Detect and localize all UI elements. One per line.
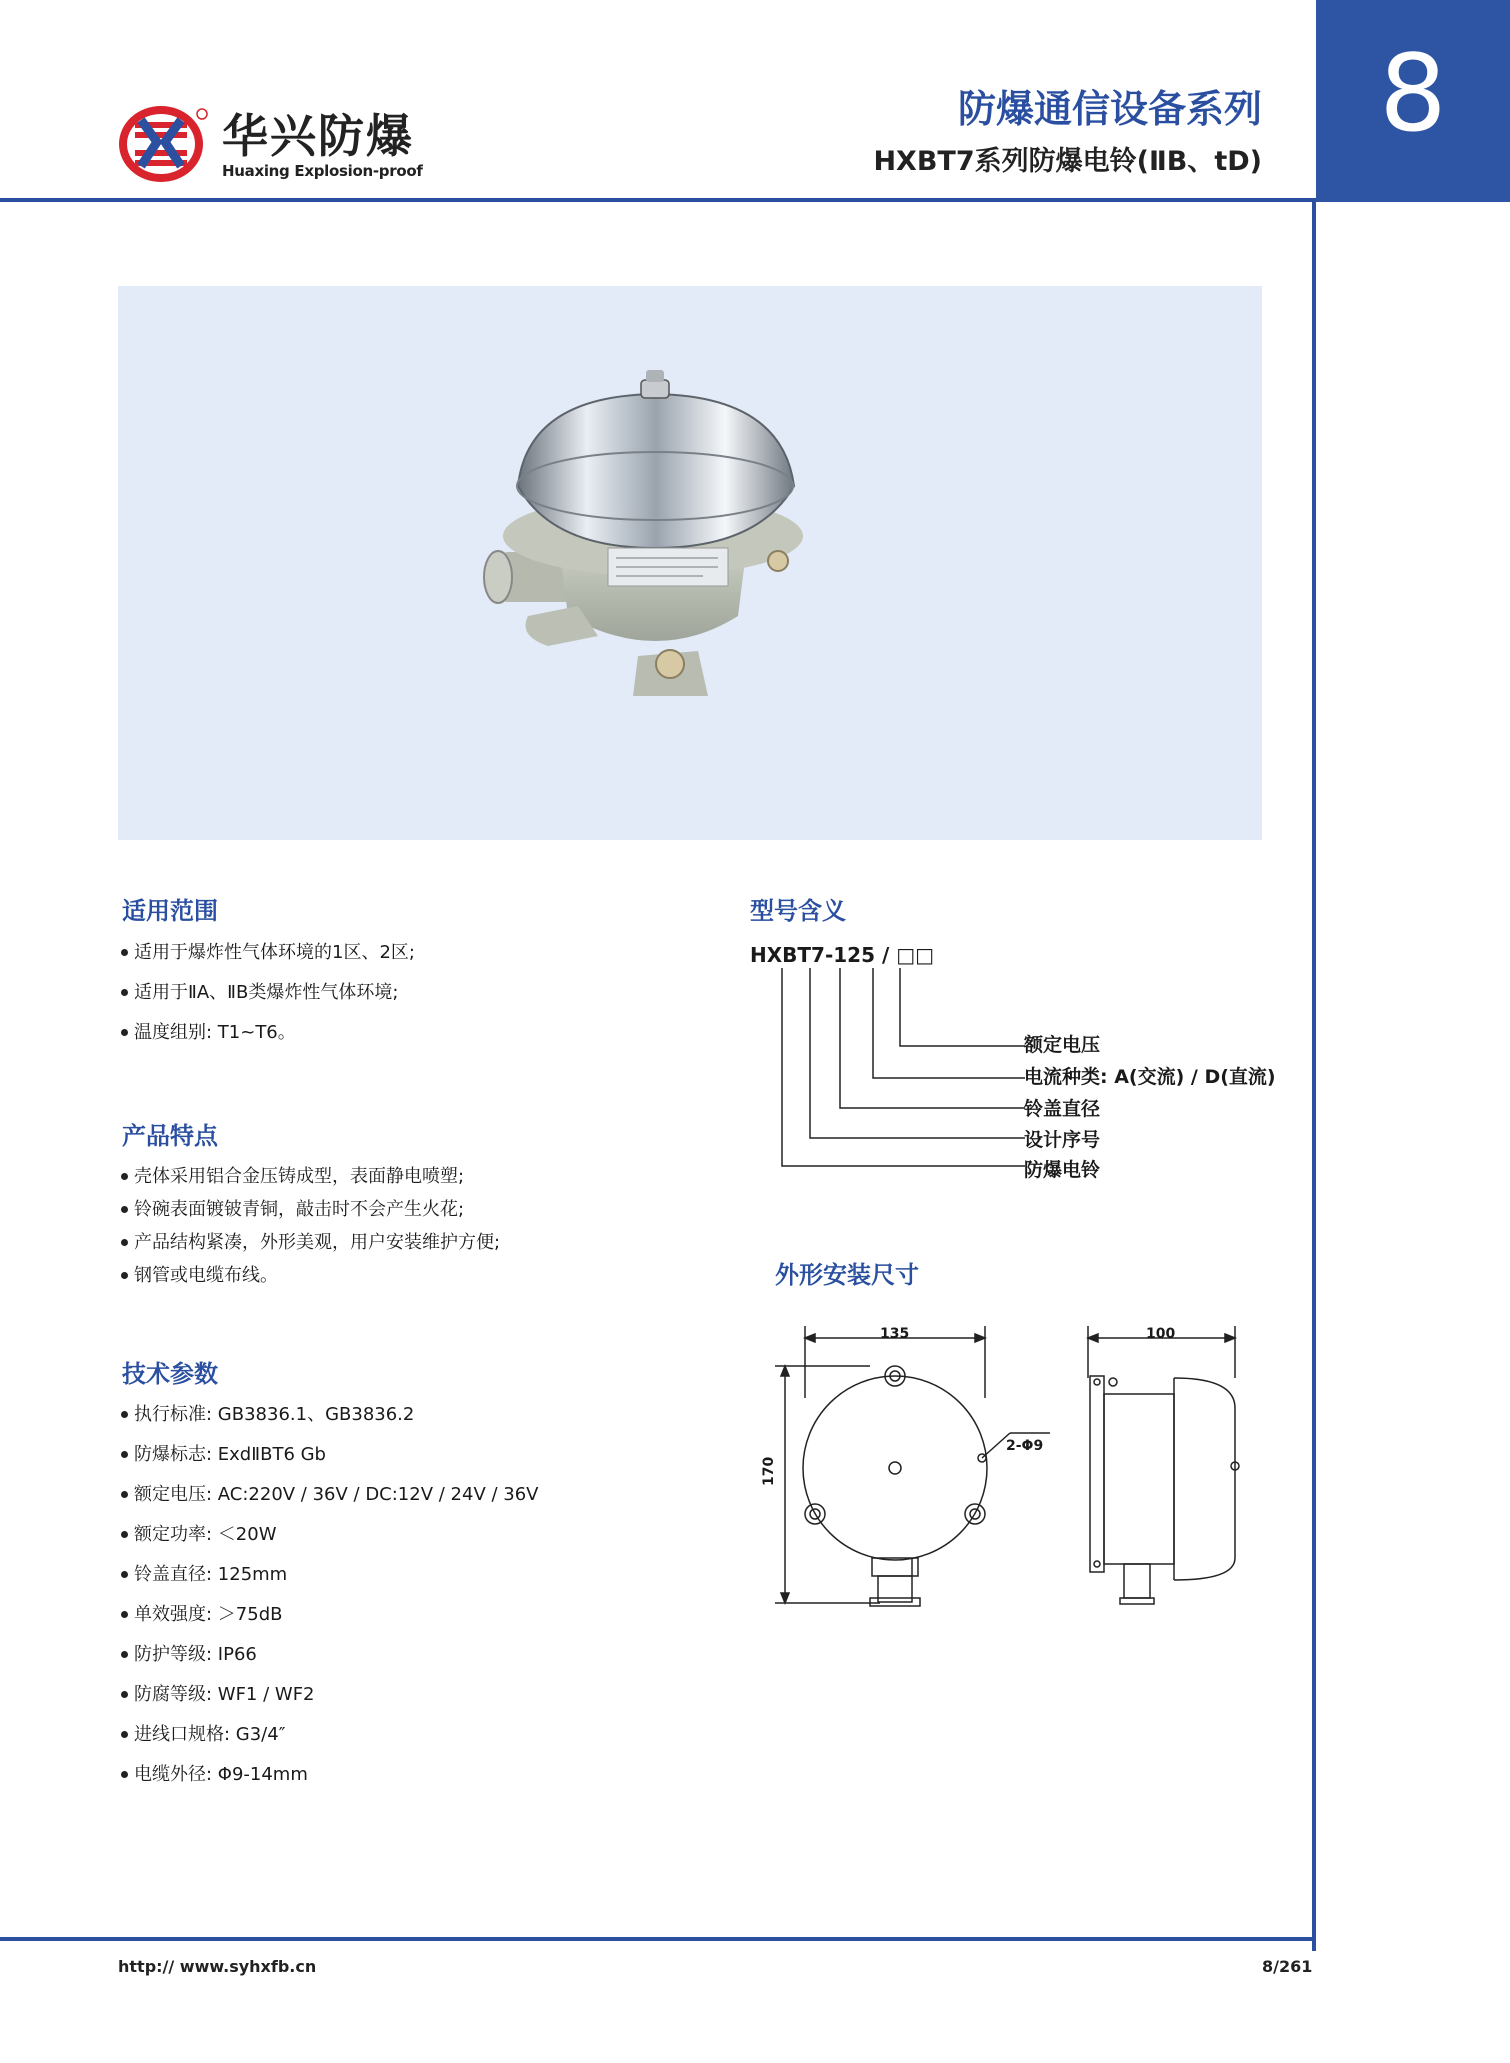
list-item: 壳体采用铝合金压铸成型，表面静电喷塑; xyxy=(118,1160,500,1193)
bullet-icon xyxy=(121,1206,128,1213)
bullet-icon xyxy=(121,1272,128,1279)
series-title: 防爆通信设备系列 xyxy=(957,87,1262,131)
spec-item: 防腐等级: WF1 / WF2 xyxy=(118,1675,538,1715)
product-photo xyxy=(118,286,1262,840)
header-divider xyxy=(0,198,1312,202)
list-item: 温度组别: T1~T6。 xyxy=(118,1013,415,1053)
bullet-icon xyxy=(121,1531,128,1538)
list-item: 铃碗表面镀铍青铜，敲击时不会产生火花; xyxy=(118,1193,500,1226)
spec-item: 额定电压: AC:220V / 36V / DC:12V / 24V / 36V xyxy=(118,1475,538,1515)
model-label-voltage: 额定电压 xyxy=(1024,1034,1101,1056)
spec-item: 额定功率: ＜20W xyxy=(118,1515,538,1555)
dimensions-title: 外形安装尺寸 xyxy=(775,1261,919,1289)
bullet-icon xyxy=(121,1651,128,1658)
brand-name-cn: 华兴防爆 xyxy=(222,109,414,163)
model-label-design: 设计序号 xyxy=(1024,1129,1101,1151)
spec-item: 防爆标志: ExdⅡBT6 Gb xyxy=(118,1435,538,1475)
spec-item: 执行标准: GB3836.1、GB3836.2 xyxy=(118,1395,538,1435)
list-item: 钢管或电缆布线。 xyxy=(118,1259,500,1292)
scope-title: 适用范围 xyxy=(122,897,218,925)
bullet-icon xyxy=(121,1491,128,1498)
model-label-product: 防爆电铃 xyxy=(1024,1159,1101,1181)
bullet-icon xyxy=(121,989,128,996)
spec-item: 防护等级: IP66 xyxy=(118,1635,538,1675)
model-title: 型号含义 xyxy=(750,897,846,925)
bullet-icon xyxy=(121,949,128,956)
bullet-icon xyxy=(121,1771,128,1778)
model-label-current: 电流种类: A(交流) / D(直流) xyxy=(1024,1066,1276,1088)
bullet-icon xyxy=(121,1611,128,1618)
spec-item: 进线口规格: G3/4″ xyxy=(118,1715,538,1755)
specs-list xyxy=(118,1395,538,1795)
features-title: 产品特点 xyxy=(122,1122,218,1150)
bullet-icon xyxy=(121,1451,128,1458)
dimension-height-label: 170 xyxy=(761,1456,777,1486)
spec-item: 铃盖直径: 125mm xyxy=(118,1555,538,1595)
list-item: 适用于爆炸性气体环境的1区、2区; xyxy=(118,933,415,973)
spec-item: 单效强度: ＞75dB xyxy=(118,1595,538,1635)
spec-item: 电缆外径: Φ9-14mm xyxy=(118,1755,538,1795)
bullet-icon xyxy=(121,1029,128,1036)
model-legend-lines xyxy=(770,968,1030,1178)
brand-logo-icon xyxy=(117,100,213,184)
dimension-hole-label: 2-Φ9 xyxy=(1006,1438,1044,1454)
page-number: 8/261 xyxy=(1262,1957,1313,1976)
model-code: HXBT7-125 / □□ xyxy=(750,943,935,967)
dimension-drawing xyxy=(760,1318,1280,1618)
brand-name-en: Huaxing Explosion-proof xyxy=(222,162,423,180)
dimension-width-label: 135 xyxy=(880,1326,910,1342)
bullet-icon xyxy=(121,1411,128,1418)
chapter-number: 8 xyxy=(1379,32,1447,155)
side-divider xyxy=(1312,198,1316,1951)
footer-url[interactable]: http:// www.syhxfb.cn xyxy=(118,1957,317,1976)
list-item: 适用于ⅡA、ⅡB类爆炸性气体环境; xyxy=(118,973,415,1013)
features-list xyxy=(118,1160,500,1292)
product-title: HXBT7系列防爆电铃(ⅡB、tD) xyxy=(873,146,1262,177)
dimension-depth-label: 100 xyxy=(1146,1326,1176,1342)
bullet-icon xyxy=(121,1731,128,1738)
footer-divider xyxy=(0,1937,1316,1941)
explosion-proof-bell-image xyxy=(118,286,1262,840)
scope-list xyxy=(118,933,415,1053)
bullet-icon xyxy=(121,1173,128,1180)
bullet-icon xyxy=(121,1691,128,1698)
list-item: 产品结构紧凑，外形美观，用户安装维护方便; xyxy=(118,1226,500,1259)
model-label-diameter: 铃盖直径 xyxy=(1024,1098,1101,1120)
bullet-icon xyxy=(121,1239,128,1246)
bullet-icon xyxy=(121,1571,128,1578)
specs-title: 技术参数 xyxy=(122,1360,218,1388)
